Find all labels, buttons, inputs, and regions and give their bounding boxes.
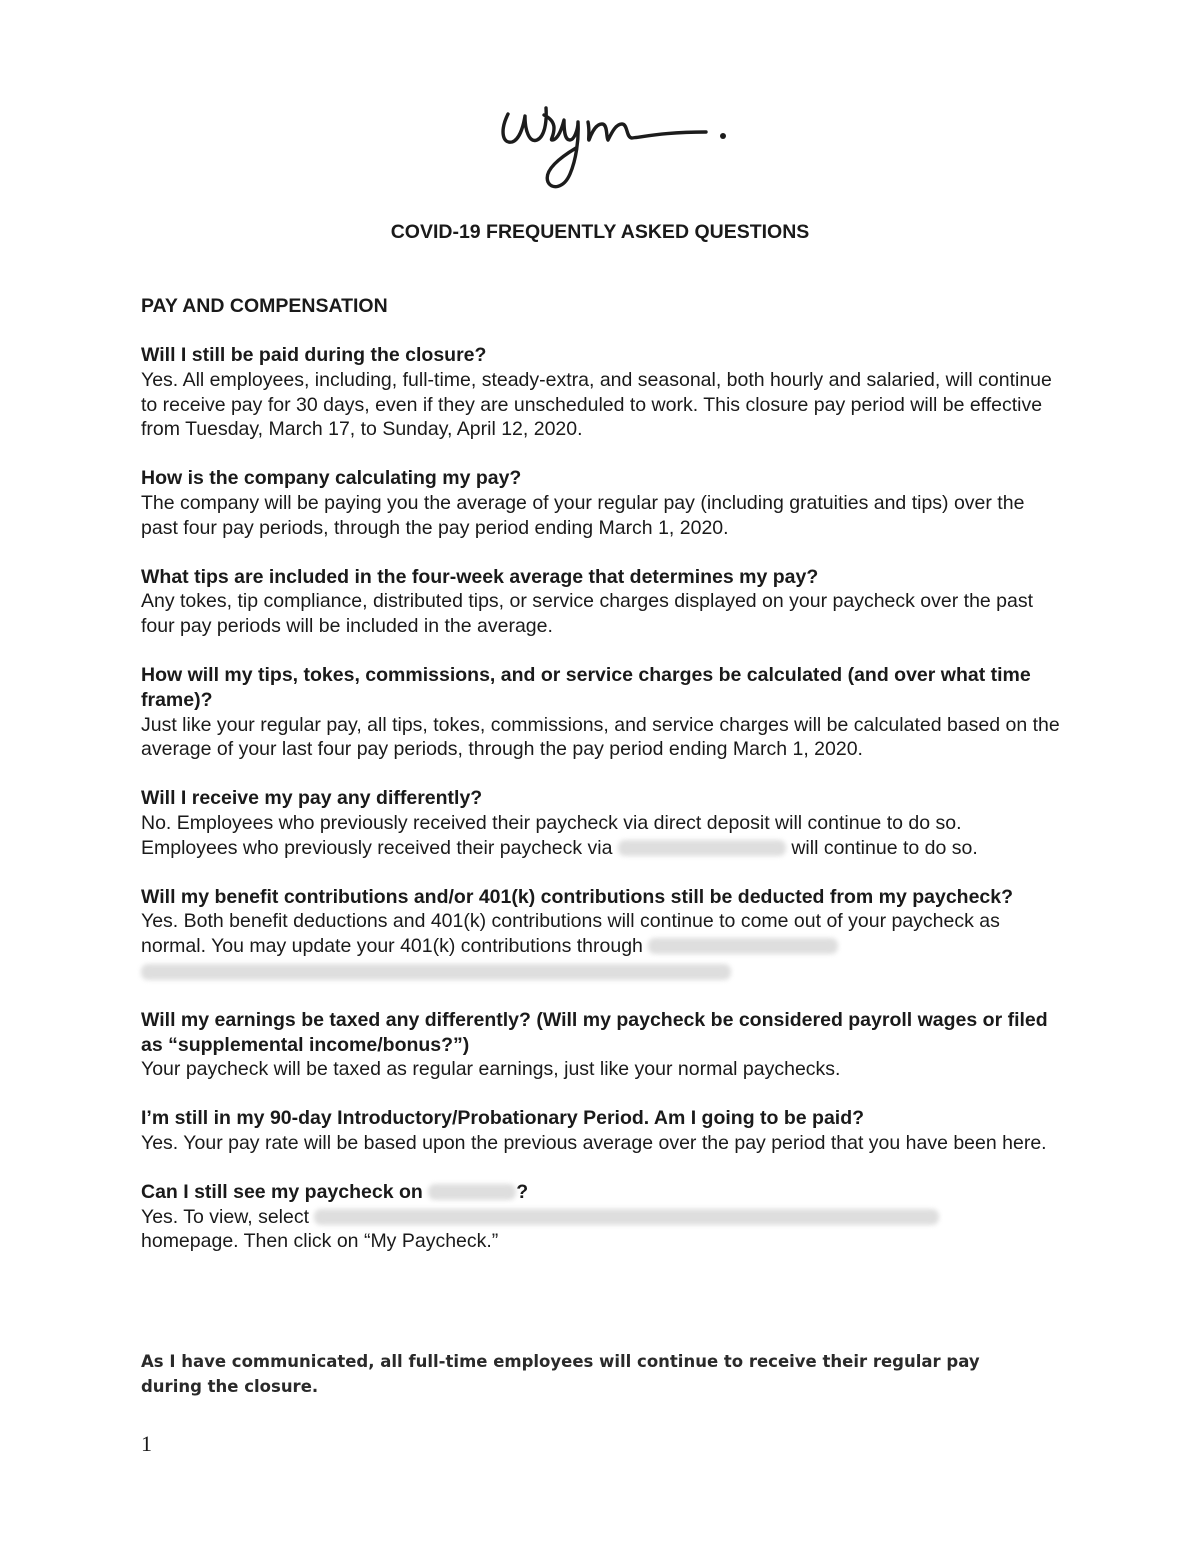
wynn-logo: [492, 78, 742, 193]
faq-answer: Yes. Your pay rate will be based upon the previous average over the pay period that you have been here.: [141, 1131, 1047, 1154]
faq-answer-text: Employees who previously received their paycheck via: [141, 836, 613, 859]
faq-answer-text: Yes. To view, select: [141, 1205, 310, 1228]
closure-note: As I have communicated, all full-time employees will continue to receive their regular pay during the closure.: [141, 1352, 980, 1396]
faq-list: [141, 343, 1061, 1278]
faq-item: [141, 343, 1061, 442]
faq-answer-redacted-line: [141, 836, 1061, 861]
faq-item: [141, 786, 1061, 860]
faq-item: [141, 663, 1061, 762]
page-number: 1: [141, 1431, 152, 1456]
faq-item: [141, 1106, 1061, 1156]
faq-question: Will my benefit contributions and/or 401(k) contributions still be deducted from my paycheck?: [141, 885, 1014, 908]
redacted-text: [141, 964, 731, 980]
faq-question: Will I still be paid during the closure?: [141, 344, 487, 366]
faq-answer-text: will continue to do so.: [791, 836, 978, 859]
faq-question: How will my tips, tokes, commissions, and or service charges be calculated (and over what time frame)?: [141, 663, 1031, 711]
faq-answer: homepage. Then click on “My Paycheck.”: [141, 1230, 499, 1253]
redacted-text: [618, 840, 786, 856]
faq-question-text: ?: [516, 1180, 529, 1203]
faq-answer-text: Yes. Both benefit deductions and 401(k) contributions will continue to come out of your paycheck as normal. You may update your 401(k) contributions through: [141, 910, 1000, 958]
redacted-text: [648, 938, 838, 954]
faq-item: [141, 466, 1061, 540]
faq-answer-redacted-line: [141, 1205, 1061, 1230]
faq-item: [141, 565, 1061, 639]
faq-answer: Any tokes, tip compliance, distributed tips, or service charges displayed on your paycheck over the past four pay periods will be included in the average.: [141, 590, 1034, 638]
faq-question: Will my earnings be taxed any differently? (Will my paycheck be considered payroll wages or filed as “supplemental income/bonus?”): [141, 1008, 1048, 1056]
faq-answer: Yes. All employees, including, full-time, steady-extra, and seasonal, both hourly and salaried, will continue to receive pay for 30 days, even if they are unscheduled to work. This closure pay period will be effective from Tuesday, March 17, to Sunday, April 12, 2020.: [141, 368, 1052, 441]
faq-question: What tips are included in the four-week average that determines my pay?: [141, 565, 819, 588]
faq-answer: Your paycheck will be taxed as regular earnings, just like your normal paychecks.: [141, 1058, 841, 1081]
faq-question-text: Can I still see my paycheck on: [141, 1180, 423, 1203]
faq-item: [141, 885, 1061, 984]
faq-answer: No. Employees who previously received their paycheck via direct deposit will continue to do so.: [141, 811, 962, 834]
redacted-text: [314, 1209, 939, 1225]
faq-answer-redacted-line: [141, 909, 1061, 959]
redacted-line: [141, 959, 1061, 984]
document-title: COVID-19 FREQUENTLY ASKED QUESTIONS: [390, 221, 810, 243]
faq-question-redacted-line: [141, 1180, 1061, 1205]
faq-item: [141, 1180, 1061, 1254]
faq-answer: Just like your regular pay, all tips, tokes, commissions, and service charges will be calculated based on the average of your last four pay periods, through the pay period ending March 1, 2020.: [141, 713, 1060, 761]
redacted-text: [428, 1184, 516, 1200]
faq-question: Will I receive my pay any differently?: [141, 787, 483, 810]
section-heading: PAY AND COMPENSATION: [141, 295, 388, 317]
faq-answer: The company will be paying you the average of your regular pay (including gratuities and tips) over the past four pay periods, through the pay period ending March 1, 2020.: [141, 491, 1025, 539]
faq-question: I’m still in my 90-day Introductory/Probationary Period. Am I going to be paid?: [141, 1107, 865, 1130]
faq-item: [141, 1008, 1061, 1082]
faq-question: How is the company calculating my pay?: [141, 467, 522, 490]
